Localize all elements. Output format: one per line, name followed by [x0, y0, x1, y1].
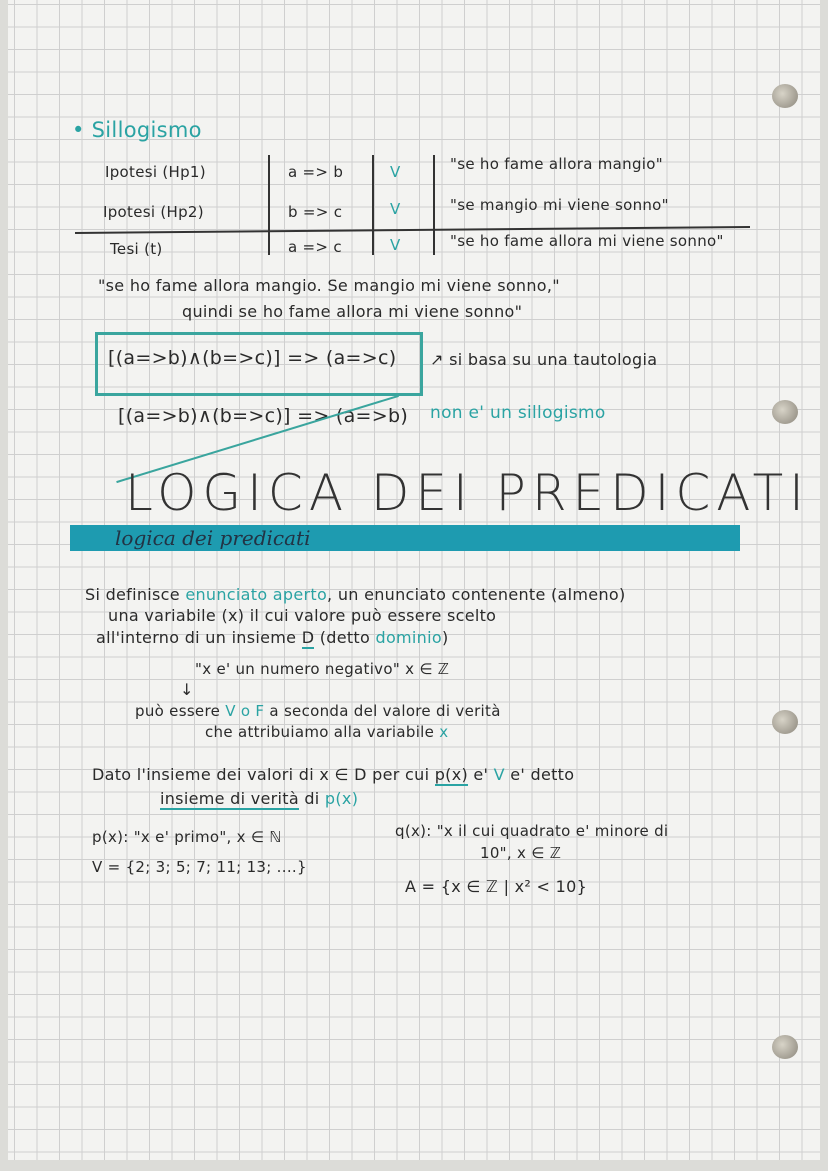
- row-value: V: [390, 200, 401, 218]
- truth-set-line: [160, 789, 358, 808]
- row-label: Tesi (t): [110, 240, 163, 258]
- text: può essere: [135, 702, 226, 720]
- table-divider: [372, 155, 374, 255]
- row-example: "se ho fame allora mangio": [450, 155, 663, 173]
- explanation-line: [205, 723, 448, 741]
- text: all'interno di un insieme: [96, 628, 302, 647]
- definition-line: [85, 585, 626, 604]
- definition-line: [96, 628, 448, 647]
- tautology-note: ↗ si basa su una tautologia: [430, 350, 658, 369]
- binder-hole-icon: [772, 84, 798, 108]
- cursive-title: logica dei predicati: [115, 526, 311, 550]
- row-example: "se ho fame allora mi viene sonno": [450, 232, 724, 250]
- table-divider: [268, 155, 270, 255]
- term-dominio: dominio: [375, 628, 442, 647]
- row-example: "se mangio mi viene sonno": [450, 196, 669, 214]
- quote-line: quindi se ho fame allora mi viene sonno": [182, 302, 523, 321]
- text: a seconda del valore di verità: [264, 702, 501, 720]
- text: di: [298, 789, 325, 808]
- q-truth-set: A = {x ∈ ℤ | x² < 10}: [405, 877, 588, 896]
- text: , un enunciato contenente (almeno): [327, 585, 626, 604]
- row-value: V: [390, 236, 401, 254]
- domain-symbol: D: [301, 628, 315, 647]
- binder-hole-icon: [772, 1035, 798, 1059]
- title-text: Sillogismo: [91, 118, 202, 142]
- p-truth-set: V = {2; 3; 5; 7; 11; 13; ....}: [92, 858, 307, 876]
- table-divider: [433, 155, 435, 255]
- row-formula: b => c: [288, 203, 343, 221]
- tautology-formula: [(a=>b)∧(b=>c)] => (a=>c): [108, 347, 397, 369]
- text: V: [493, 765, 505, 784]
- text: che attribuiamo alla variabile: [205, 723, 440, 741]
- explanation-line: [135, 702, 501, 720]
- text: ): [441, 628, 449, 647]
- definition-line: una variabile (x) il cui valore può essere scelto: [108, 606, 497, 625]
- text: Si definisce: [85, 585, 186, 604]
- arrow-down-icon: ↓: [180, 680, 194, 699]
- p-definition: p(x): "x e' primo", x ∈ ℕ: [92, 828, 282, 846]
- term-insieme-di-verita: insieme di verità: [160, 789, 299, 808]
- term-enunciato-aperto: enunciato aperto: [185, 585, 328, 604]
- text: p(x): [324, 789, 359, 808]
- wrong-note: non e' un sillogismo: [430, 403, 606, 423]
- row-formula: a => b: [288, 163, 344, 181]
- row-label: Ipotesi (Hp2): [103, 203, 204, 221]
- v-or-f: V o F: [225, 702, 265, 720]
- q-definition: 10", x ∈ ℤ: [480, 844, 562, 862]
- text: e' detto: [504, 765, 575, 784]
- section-title-predicati: LOGICA DEI PREDICATI: [125, 464, 810, 522]
- truth-set-line: [92, 765, 574, 784]
- variable-x: x: [439, 723, 449, 741]
- quote-line: "se ho fame allora mangio. Se mangio mi viene sonno,": [98, 276, 560, 295]
- binder-hole-icon: [772, 400, 798, 424]
- text: e': [468, 765, 494, 784]
- example-statement: "x e' un numero negativo" x ∈ ℤ: [195, 660, 450, 678]
- text: p(x): [434, 765, 469, 784]
- section-title-sillogismo: • Sillogismo: [72, 118, 202, 142]
- wrong-formula: [(a=>b)∧(b=>c)] => (a=>b): [118, 405, 409, 427]
- text: (detto: [314, 628, 376, 647]
- q-definition: q(x): "x il cui quadrato e' minore di: [395, 822, 669, 840]
- text: Dato l'insieme dei valori di x ∈ D per cui: [92, 765, 435, 784]
- row-label: Ipotesi (Hp1): [105, 163, 206, 181]
- row-formula: a => c: [288, 238, 342, 256]
- binder-hole-icon: [772, 710, 798, 734]
- row-value: V: [390, 163, 401, 181]
